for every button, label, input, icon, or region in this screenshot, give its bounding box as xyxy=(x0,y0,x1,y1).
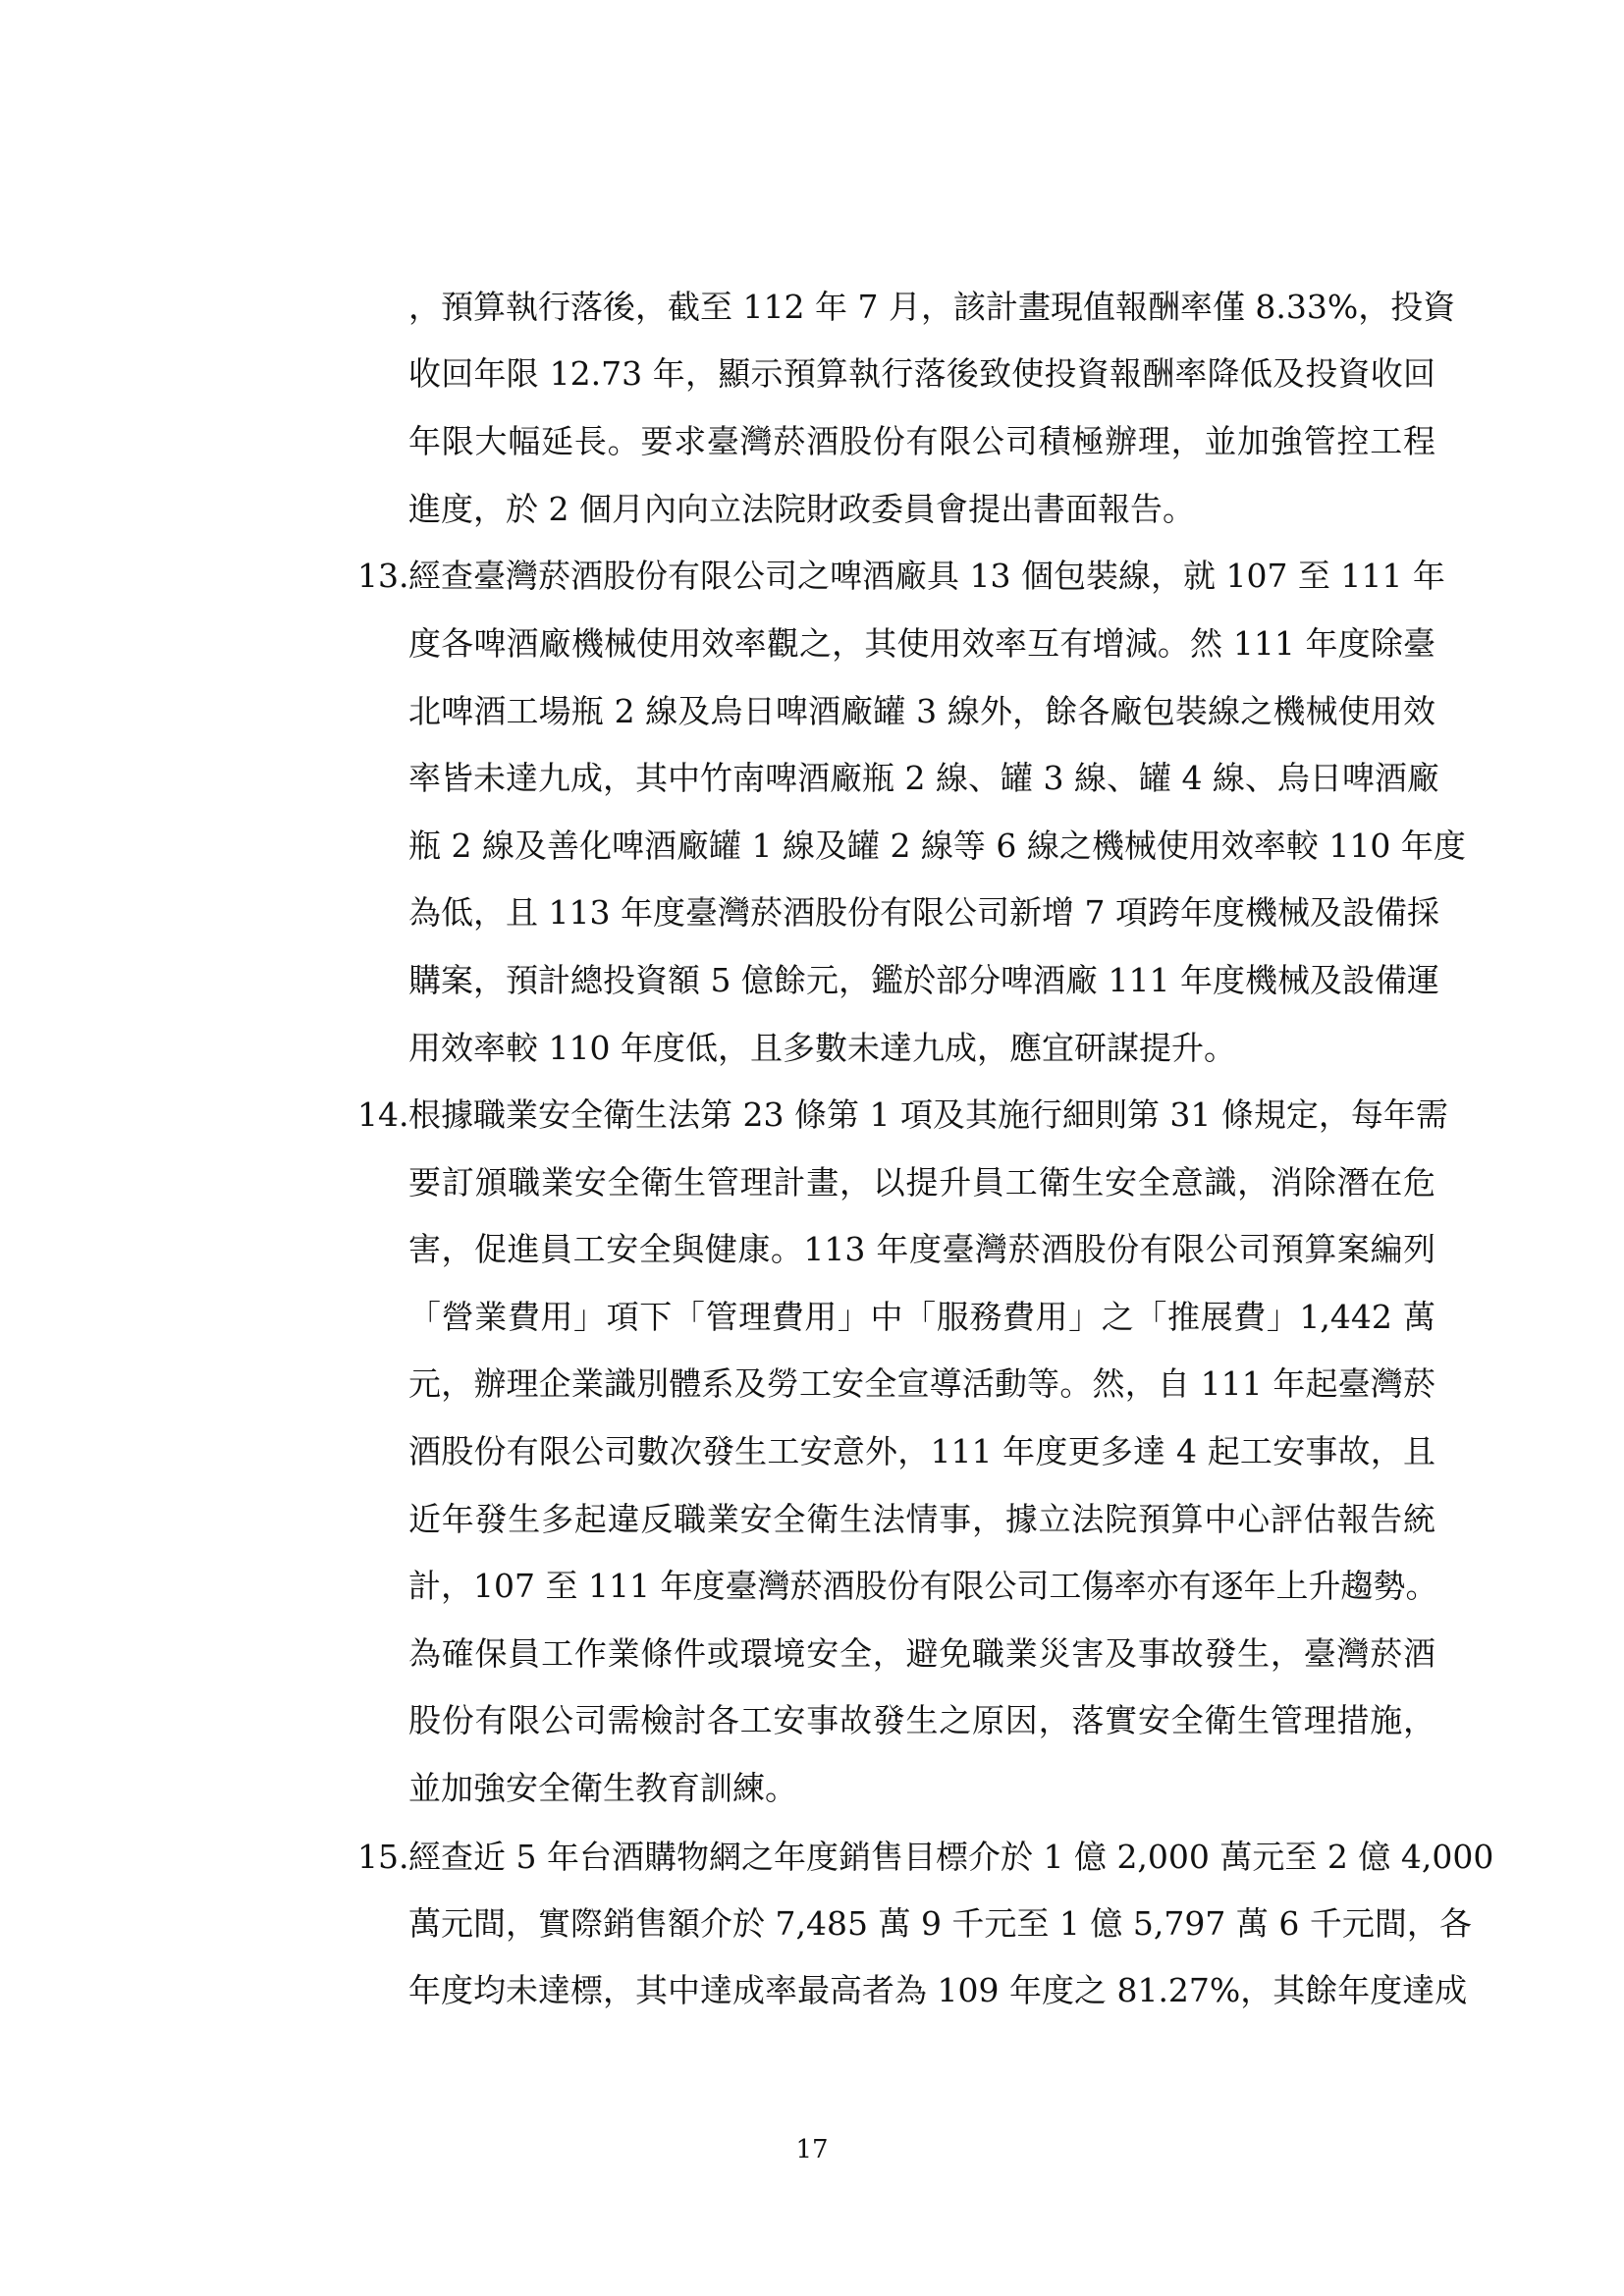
paragraph-line: 年限大幅延長。要求臺灣菸酒股份有限公司積極辦理，並加強管控工程 xyxy=(408,422,1435,460)
item-line: 根據職業安全衛生法第 23 條第 1 項及其施行細則第 31 條規定，每年需 xyxy=(408,1095,1448,1134)
page-number: 17 xyxy=(795,2135,829,2164)
item-line: 率皆未達九成，其中竹南啤酒廠瓶 2 線、罐 3 線、罐 4 線、烏日啤酒廠 xyxy=(408,759,1439,797)
item-line: 瓶 2 線及善化啤酒廠罐 1 線及罐 2 線等 6 線之機械使用效率較 110 年度 xyxy=(408,827,1466,865)
item-line: 「營業費用」項下「管理費用」中「服務費用」之「推展費」1,442 萬 xyxy=(408,1298,1435,1336)
item-line: 股份有限公司需檢討各工安事故發生之原因，落實安全衛生管理措施， xyxy=(408,1701,1435,1739)
item-line: 為確保員工作業條件或環境安全，避免職業災害及事故發生，臺灣菸酒 xyxy=(408,1634,1435,1673)
item-line: 萬元間，實際銷售額介於 7,485 萬 9 千元至 1 億 5,797 萬 6 千元間，各 xyxy=(408,1904,1472,1943)
item-line: 要訂頒職業安全衛生管理計畫，以提升員工衛生安全意識，消除潛在危 xyxy=(408,1163,1435,1201)
item-number: 13. xyxy=(357,557,409,595)
paragraph-line: ，預算執行落後，截至 112 年 7 月，該計畫現值報酬率僅 8.33%，投資 xyxy=(408,288,1456,326)
item-line: 為低，且 113 年度臺灣菸酒股份有限公司新增 7 項跨年度機械及設備採 xyxy=(408,893,1439,932)
item-line: 酒股份有限公司數次發生工安意外，111 年度更多達 4 起工安事故，且 xyxy=(408,1432,1435,1470)
item-line: 度各啤酒廠機械使用效率觀之，其使用效率互有增減。然 111 年度除臺 xyxy=(408,624,1435,663)
item-line: 元，辦理企業識別體系及勞工安全宣導活動等。然，自 111 年起臺灣菸 xyxy=(408,1364,1435,1403)
item-number: 15. xyxy=(357,1838,409,1876)
item-line: 用效率較 110 年度低，且多數未達九成，應宜研謀提升。 xyxy=(408,1029,1236,1067)
item-line: 並加強安全衛生教育訓練。 xyxy=(408,1769,797,1807)
item-number: 14. xyxy=(357,1095,409,1134)
item-line: 年度均未達標，其中達成率最高者為 109 年度之 81.27%，其餘年度達成 xyxy=(408,1971,1468,2009)
paragraph-line: 進度，於 2 個月內向立法院財政委員會提出書面報告。 xyxy=(408,490,1195,528)
item-line: 購案，預計總投資額 5 億餘元，鑑於部分啤酒廠 111 年度機械及設備運 xyxy=(408,961,1439,999)
item-line: 害，促進員工安全與健康。113 年度臺灣菸酒股份有限公司預算案編列 xyxy=(408,1230,1435,1268)
item-line: 近年發生多起違反職業安全衛生法情事，據立法院預算中心評估報告統 xyxy=(408,1500,1435,1538)
paragraph-line: 收回年限 12.73 年，顯示預算執行落後致使投資報酬率降低及投資收回 xyxy=(408,354,1435,393)
item-line: 經查近 5 年台酒購物網之年度銷售目標介於 1 億 2,000 萬元至 2 億 4,000 xyxy=(408,1838,1494,1876)
item-line: 北啤酒工場瓶 2 線及烏日啤酒廠罐 3 線外，餘各廠包裝線之機械使用效 xyxy=(408,692,1435,730)
item-line: 計，107 至 111 年度臺灣菸酒股份有限公司工傷率亦有逐年上升趨勢。 xyxy=(408,1567,1438,1605)
item-line: 經查臺灣菸酒股份有限公司之啤酒廠具 13 個包裝線，就 107 至 111 年 xyxy=(408,557,1445,595)
